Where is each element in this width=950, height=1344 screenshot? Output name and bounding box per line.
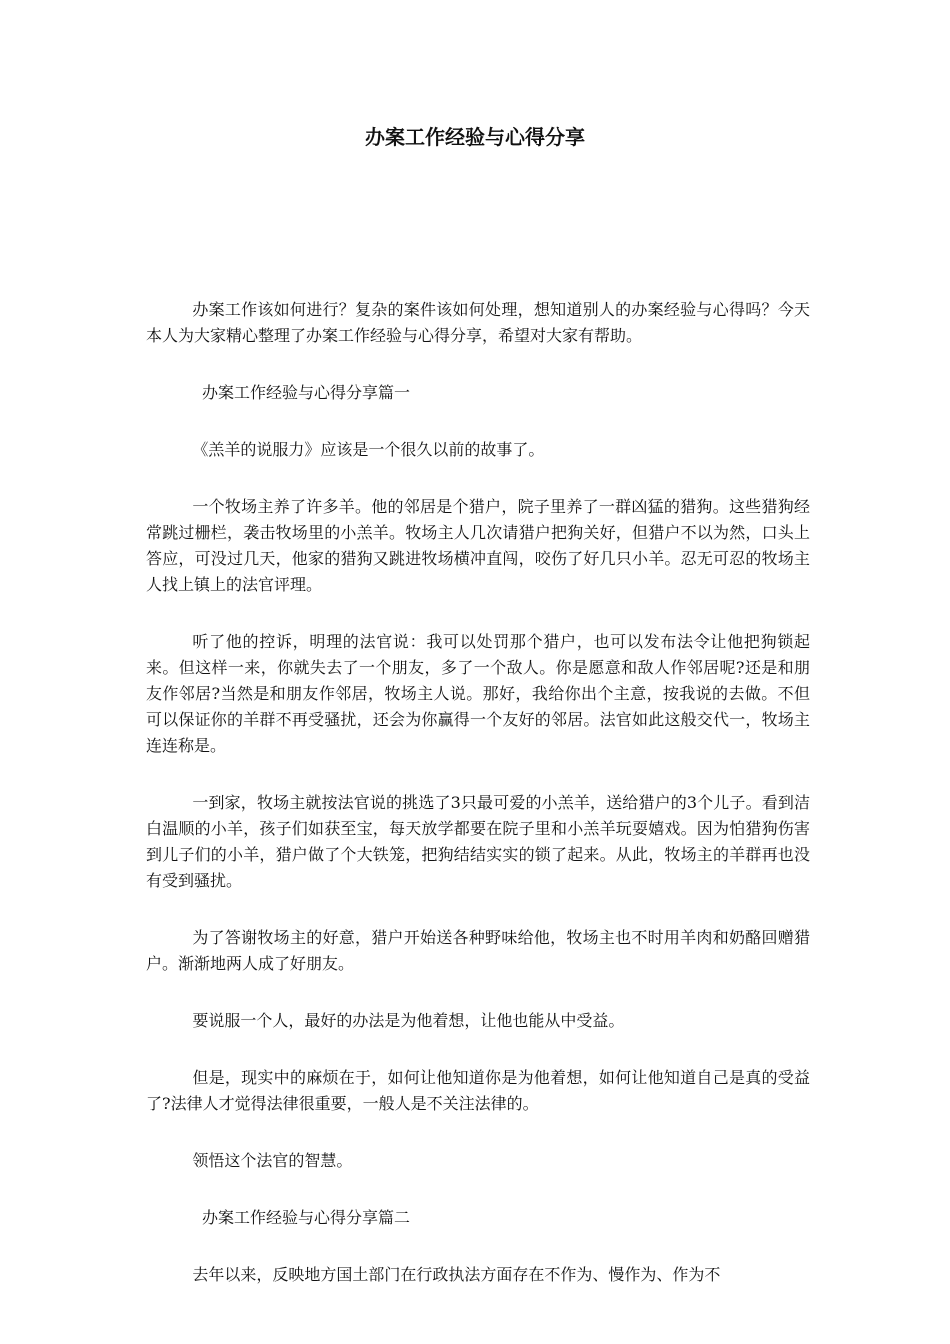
section-heading-1: 办案工作经验与心得分享篇一 — [202, 383, 411, 402]
body-paragraph: 要说服一个人，最好的办法是为他着想，让他也能从中受益。 — [192, 1011, 625, 1030]
body-paragraph: 领悟这个法官的智慧。 — [192, 1151, 353, 1170]
section-heading-2: 办案工作经验与心得分享篇二 — [202, 1208, 411, 1227]
intro-paragraph: 办案工作该如何进行？复杂的案件该如何处理，想知道别人的办案经验与心得吗？今天本人为大家精心整理了办案工作经验与心得分享，希望对大家有帮助。 — [146, 300, 810, 345]
body-paragraph: 一到家，牧场主就按法官说的挑选了3只最可爱的小羔羊，送给猎户的3个儿子。看到洁白温顺的小羊，孩子们如获至宝，每天放学都要在院子里和小羔羊玩耍嬉戏。因为怕猎狗伤害到儿子们的小羊，猎户做了个大铁笼，把狗结结实实的锁了起来。从此，牧场主的羊群再也没有受到骚扰。 — [146, 793, 810, 890]
document-title: 办案工作经验与心得分享 — [365, 125, 585, 149]
story-title-paragraph: 《羔羊的说服力》应该是一个很久以前的故事了。 — [192, 440, 545, 459]
body-paragraph: 一个牧场主养了许多羊。他的邻居是个猎户，院子里养了一群凶猛的猎狗。这些猎狗经常跳过栅栏，袭击牧场里的小羔羊。牧场主人几次请猎户把狗关好，但猎户不以为然，口头上答应，可没过几天，他家的猎狗又跳进牧场横冲直闯，咬伤了好几只小羊。忍无可忍的牧场主人找上镇上的法官评理。 — [146, 497, 810, 594]
body-paragraph: 为了答谢牧场主的好意，猎户开始送各种野味给他，牧场主也不时用羊肉和奶酪回赠猎户。渐渐地两人成了好朋友。 — [146, 928, 810, 973]
body-paragraph: 去年以来，反映地方国土部门在行政执法方面存在不作为、慢作为、作为不 — [192, 1265, 721, 1284]
body-paragraph: 但是，现实中的麻烦在于，如何让他知道你是为他着想，如何让他知道自己是真的受益了?法律人才觉得法律很重要，一般人是不关注法律的。 — [146, 1068, 810, 1113]
document-body — [146, 297, 810, 1288]
body-paragraph: 听了他的控诉，明理的法官说：我可以处罚那个猎户，也可以发布法令让他把狗锁起来。但这样一来，你就失去了一个朋友，多了一个敌人。你是愿意和敌人作邻居呢?还是和朋友作邻居?当然是和朋友作邻居，牧场主人说。那好，我给你出个主意，按我说的去做。不但可以保证你的羊群不再受骚扰，还会为你赢得一个友好的邻居。法官如此这般交代一，牧场主连连称是。 — [146, 632, 810, 755]
